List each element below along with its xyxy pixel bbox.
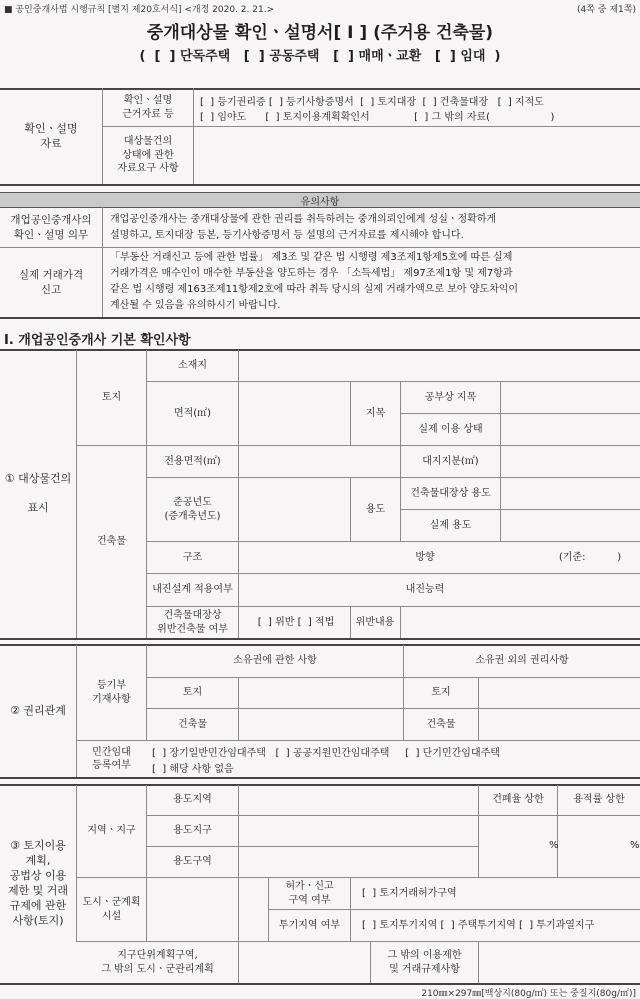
actual-usage-field[interactable]	[501, 510, 640, 541]
use-area-field[interactable]	[239, 785, 478, 815]
use-zone-field[interactable]	[239, 847, 478, 877]
far-limit-label: 용적률 상한	[573, 794, 625, 806]
land-label: 토지	[101, 391, 122, 403]
seismic-applied-label: 내진설계 적용여부	[152, 584, 233, 596]
direction-reference[interactable]: (기준: )	[558, 551, 622, 563]
completion-year-label: 준공년도 (증개축년도)	[164, 497, 221, 522]
use-zone-label: 용도구역	[173, 856, 212, 868]
rights-land-label: 토지	[182, 687, 203, 699]
coverage-limit-label: 건폐율 상한	[492, 794, 544, 806]
actual-price-text: 「부동산 거래신고 등에 관한 법률」 제3조 및 같은 법 시행령 제3조제1항제5호에 따른 실제 거래가격은 매수인이 매수한 부동산을 양도하는 경우 「소득세법」 제97조제1항 및 제7항과 같은 법 시행령 제163조제11항제2호에 따라 취득 당시의 실제 거래가액으로 보아 양도차익이 계산될 수 있음을 유의하시기 바랍니다.	[110, 252, 519, 311]
registry-usage-field[interactable]	[501, 478, 640, 509]
seismic-capacity-label: 내진능력	[405, 584, 445, 596]
urban-plan-label: 도시ㆍ군계획 시설	[82, 897, 141, 922]
jimok-label: 지목	[365, 407, 386, 419]
far-percent: %	[630, 840, 640, 851]
request-items-label: 대상물건의 상태에 관한 자료요구 사항	[117, 136, 179, 175]
other-rights-land-label: 토지	[431, 687, 451, 699]
form-reference: ■ 공인중개사법 시행규칙 [별지 제20호서식] <개정 2020. 2. 21.>	[4, 5, 275, 15]
usage-label: 용도	[365, 503, 386, 515]
actual-usage-label: 실제 용도	[429, 519, 472, 531]
section-1-title: Ⅰ. 개업공인중개사 기본 확인사항	[4, 333, 191, 348]
private-rental-options-2[interactable]: [ ] 해당 사항 없음	[152, 764, 234, 775]
land-share-label: 대지지분(㎡)	[422, 455, 479, 467]
other-limits-label: 그 밖의 이용제한 및 거래규제사항	[387, 950, 462, 975]
rights-building-label: 건축물	[178, 718, 207, 730]
ownership-building-field[interactable]	[239, 709, 403, 740]
use-district-label: 용도지구	[173, 825, 212, 837]
use-district-field[interactable]	[239, 816, 478, 846]
location-field[interactable]	[239, 350, 640, 381]
page-info: (4쪽 중 제1쪽)	[577, 5, 636, 15]
other-limits-field[interactable]	[479, 942, 640, 983]
area-label: 면적(㎡)	[173, 407, 212, 419]
speculation-label: 투기지역 여부	[278, 919, 341, 931]
district-plan-label: 지구단위계획구역, 그 밖의 도시ㆍ군관리계획	[101, 950, 214, 975]
district-plan-field[interactable]	[239, 942, 370, 983]
location-label: 소재지	[178, 359, 207, 371]
official-jimok-field[interactable]	[501, 382, 640, 413]
confirm-docs-options-1[interactable]: [ ] 등기권리증 [ ] 등기사항증명서 [ ] 토지대장 [ ] 건축물대장 [ ] 지적도	[200, 97, 544, 108]
confirm-docs-options-2[interactable]: [ ] 임야도 [ ] 토지이용계획확인서 [ ] 그 밖의 자료( )	[200, 112, 555, 123]
request-items-field[interactable]	[194, 127, 640, 184]
housing-type-checkboxes[interactable]: ( [ ] 단독주택 [ ] 공동주택 [ ] 매매ㆍ교환 [ ] 임대 )	[139, 49, 501, 64]
violation-detail-label: 위반내용	[355, 616, 395, 628]
exclusive-area-field[interactable]	[239, 446, 400, 477]
other-rights-header: 소유권 외의 권리사항	[475, 655, 569, 667]
confirm-section-label: 확인ㆍ설명 자료	[24, 121, 78, 150]
permit-zone-label: 허가ㆍ신고 구역 여부	[285, 881, 334, 906]
broker-duty-text: 개업공인중개사는 중개대상물에 관한 권리를 취득하려는 중개의뢰인에게 성실ㆍ정확하게 설명하고, 토지대장 등본, 등기사항증명서 등 설명의 근거자료를 제시해야 합니다.	[110, 214, 497, 241]
land-use-section-label: ③ 토지이용 계획, 공법상 이용 제한 및 거래 규제에 관한 사항(토지)	[7, 839, 69, 927]
confirm-docs-label: 확인ㆍ설명 근거자료 등	[122, 95, 174, 120]
paper-spec: 210㎜×297㎜[백상지(80g/㎡) 또는 중질지(80g/㎡)]	[421, 989, 636, 999]
document-title: 중개대상물 확인ㆍ설명서[ Ⅰ ] (주거용 건축물)	[146, 23, 494, 43]
completion-year-field[interactable]	[239, 478, 350, 541]
other-rights-building-field[interactable]	[479, 709, 640, 740]
land-share-field[interactable]	[501, 446, 640, 477]
permit-zone-option[interactable]: [ ] 토지거래허가구역	[362, 887, 457, 899]
broker-duty-label: 개업공인중개사의 확인ㆍ설명 의무	[10, 214, 92, 241]
actual-price-label: 실제 거래가격 신고	[18, 269, 84, 296]
other-rights-land-field[interactable]	[479, 678, 640, 708]
structure-label: 구조	[182, 551, 203, 563]
ownership-land-field[interactable]	[239, 678, 403, 708]
area-field[interactable]	[239, 382, 350, 445]
rights-section-label: ② 권리관계	[10, 703, 66, 717]
direction-label: 방향	[415, 551, 435, 563]
violation-options[interactable]: [ ] 위반 [ ] 적법	[257, 616, 335, 628]
use-area-label: 용도지역	[173, 794, 212, 806]
private-rental-label: 민간임대 등록여부	[92, 746, 131, 771]
ownership-header: 소유권에 관한 사항	[233, 655, 317, 667]
actual-use-field[interactable]	[501, 414, 640, 445]
building-label: 건축물	[97, 536, 126, 548]
notes-title: 유의사항	[300, 197, 340, 208]
zone-label: 지역ㆍ지구	[87, 825, 136, 837]
registry-usage-label: 건축물대장상 용도	[410, 487, 491, 499]
violation-label: 건축물대장상 위반건축물 여부	[157, 610, 228, 635]
object-section-label: ① 대상물건의 표시	[4, 471, 72, 515]
official-jimok-label: 공부상 지목	[424, 391, 477, 403]
coverage-percent: %	[549, 840, 559, 851]
speculation-options[interactable]: [ ] 토지투기지역 [ ] 주택투기지역 [ ] 투기과열지구	[362, 919, 595, 931]
registry-items-label: 등기부 기재사항	[92, 680, 131, 705]
exclusive-area-label: 전용면적(㎡)	[164, 455, 221, 467]
private-rental-options-1[interactable]: [ ] 장기일반민간임대주택 [ ] 공공지원민간임대주택 [ ] 단기민간임대주택	[152, 748, 500, 759]
actual-use-label: 실제 이용 상태	[418, 423, 483, 435]
other-rights-building-label: 건축물	[426, 718, 456, 730]
